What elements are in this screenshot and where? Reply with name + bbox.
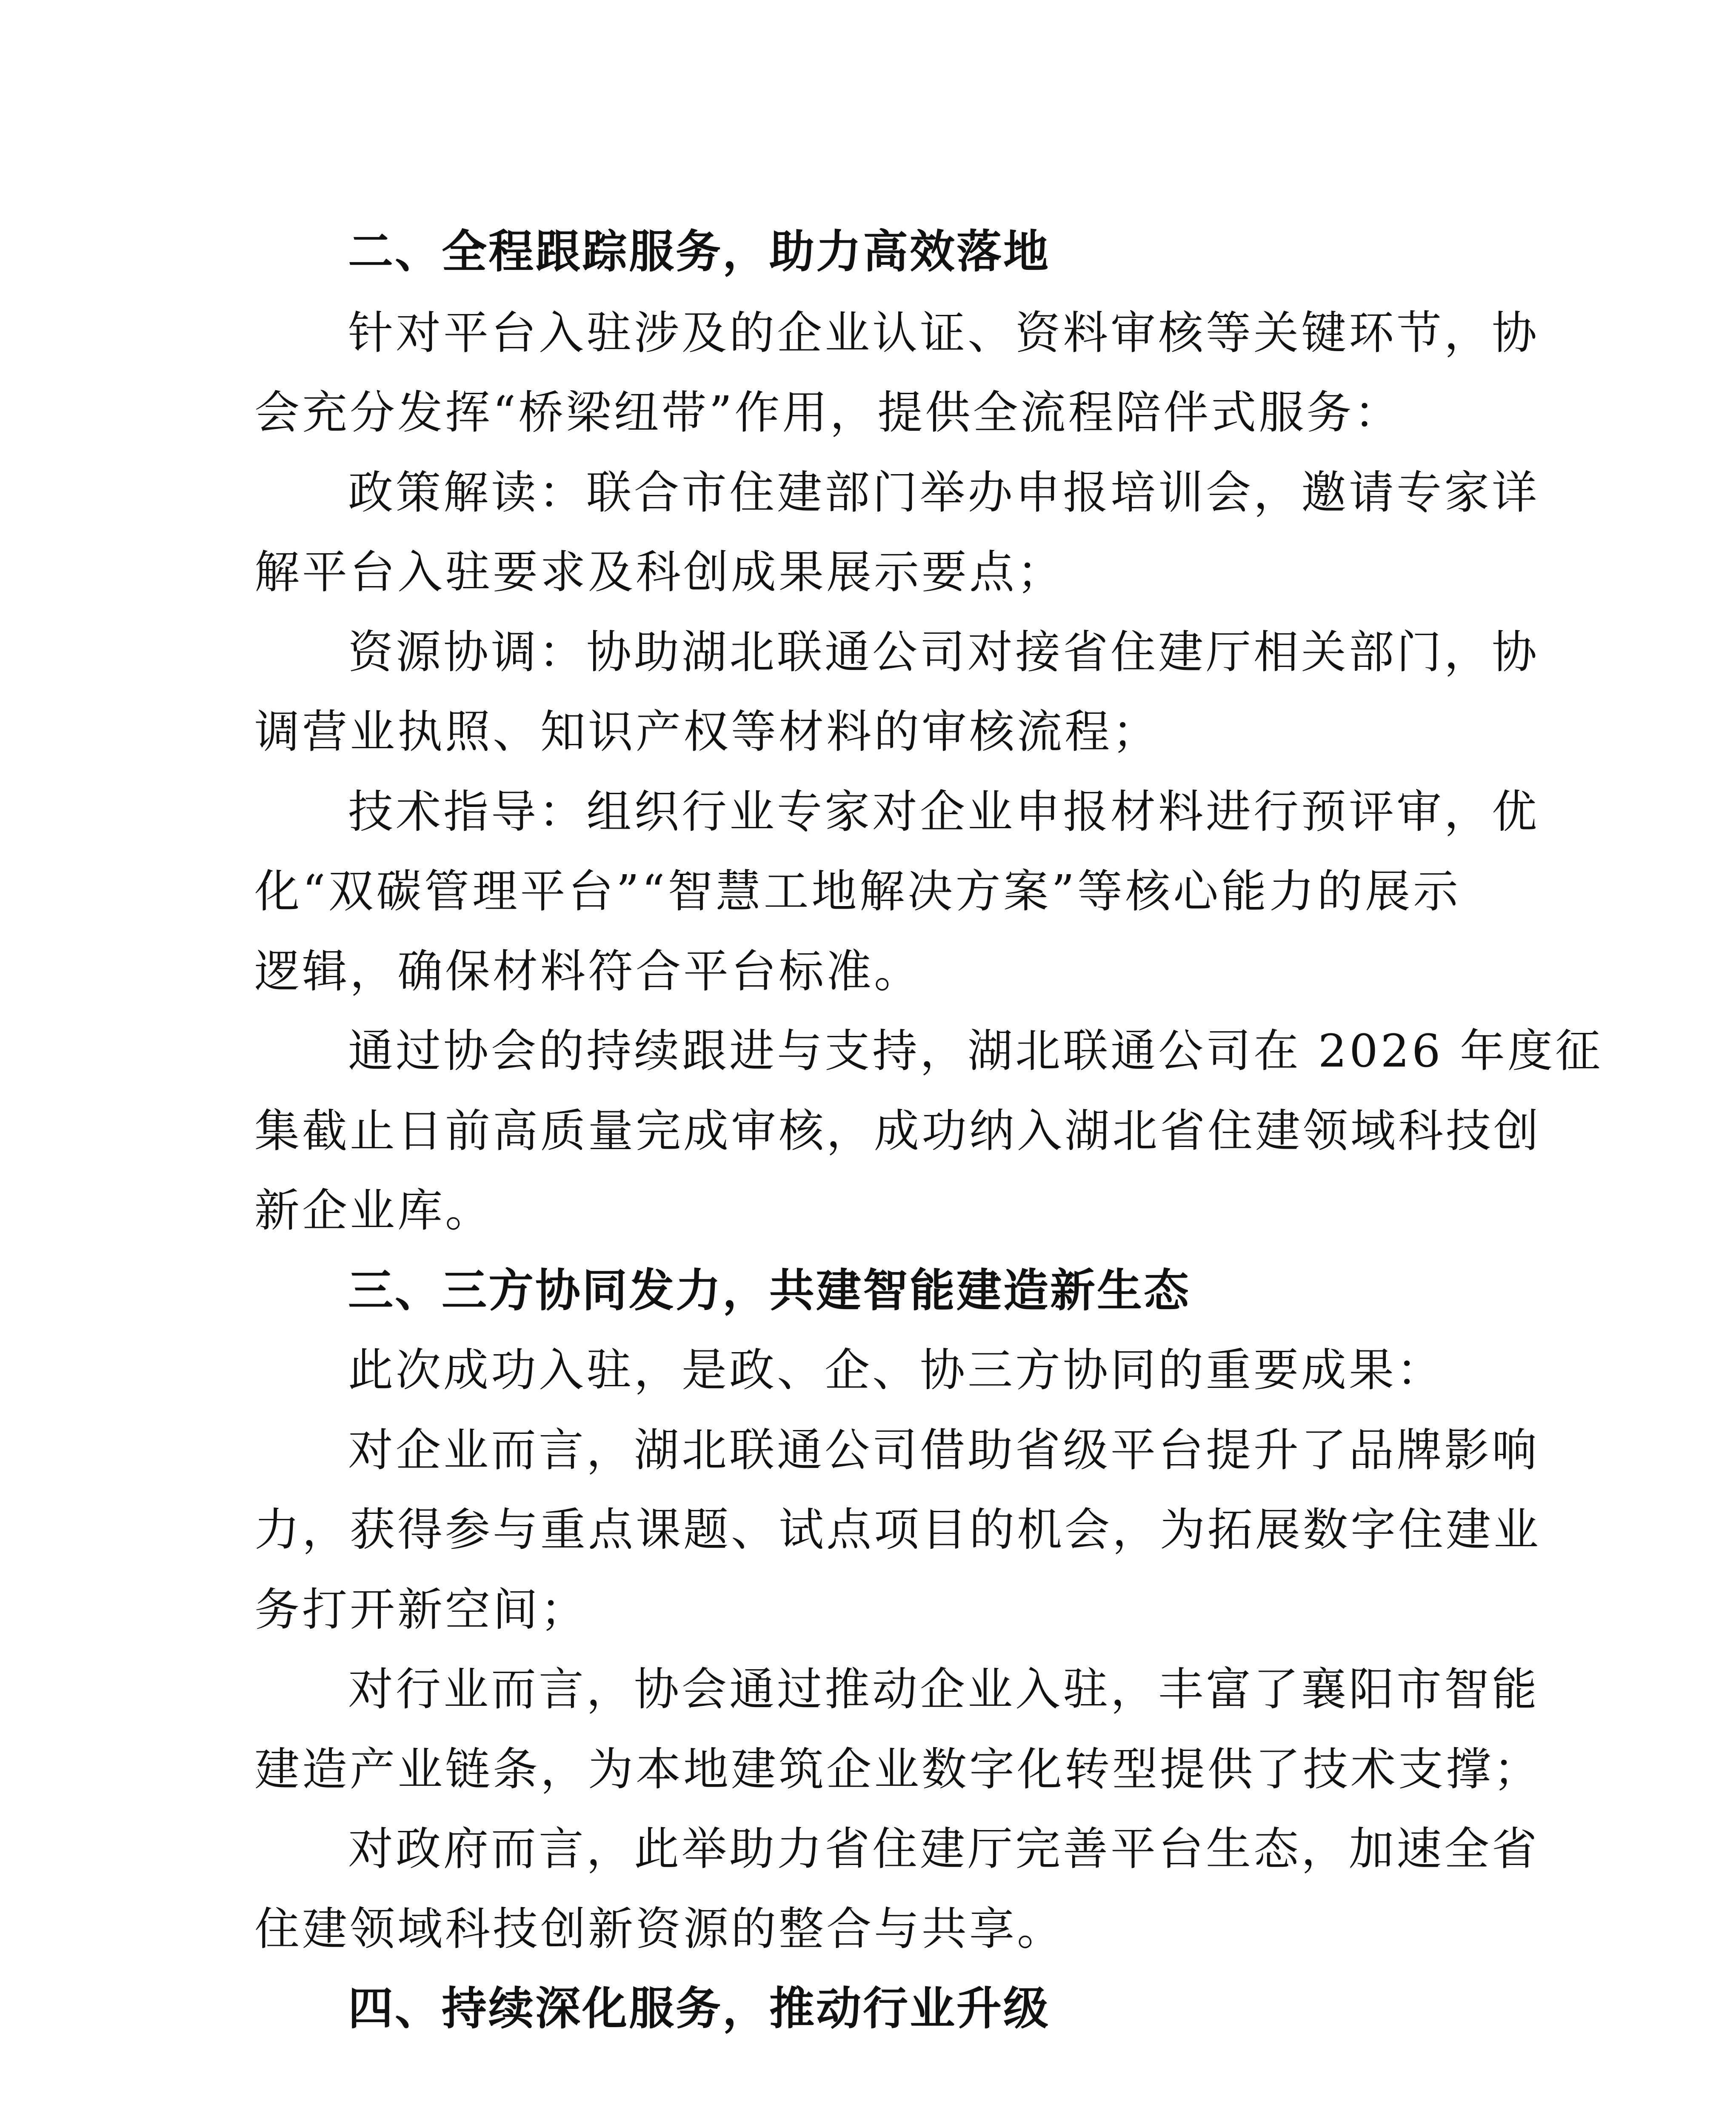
paragraph-line: 对行业而言，协会通过推动企业入驻，丰富了襄阳市智能 — [348, 1663, 1539, 1716]
paragraph-line: 新企业库。 — [254, 1184, 493, 1237]
section-heading: 二、全程跟踪服务，助力高效落地 — [348, 226, 1050, 278]
paragraph-line: 解平台入驻要求及科创成果展示要点； — [254, 546, 1065, 598]
paragraph-line: 此次成功入驻，是政、企、协三方协同的重要成果： — [348, 1344, 1444, 1396]
paragraph-line: 技术指导：组织行业专家对企业申报材料进行预评审，优 — [348, 786, 1539, 838]
paragraph-line: 住建领域科技创新资源的整合与共享。 — [254, 1903, 1065, 1955]
paragraph-line: 资源协调：协助湖北联通公司对接省住建厅相关部门，协 — [348, 626, 1539, 678]
paragraph-line: 建造产业链条，为本地建筑企业数字化转型提供了技术支撑； — [254, 1743, 1541, 1796]
paragraph-line: 务打开新空间； — [254, 1584, 588, 1636]
paragraph-line: 对政府而言，此举助力省住建厅完善平台生态，加速全省 — [348, 1823, 1539, 1875]
paragraph-line: 针对平台入驻涉及的企业认证、资料审核等关键环节，协 — [348, 307, 1539, 359]
paragraph-line: 集截止日前高质量完成审核，成功纳入湖北省住建领域科技创 — [254, 1105, 1541, 1157]
section-heading: 四、持续深化服务，推动行业升级 — [348, 1982, 1050, 2035]
paragraph-line: 政策解读：联合市住建部门举办申报培训会，邀请专家详 — [348, 466, 1539, 519]
paragraph-line: 逻辑，确保材料符合平台标准。 — [254, 945, 922, 998]
paragraph-line: 化“双碳管理平台”“智慧工地解决方案”等核心能力的展示 — [254, 865, 1461, 918]
paragraph-line: 通过协会的持续跟进与支持，湖北联通公司在 2026 年度征 — [348, 1025, 1603, 1077]
paragraph-line: 力，获得参与重点课题、试点项目的机会，为拓展数字住建业 — [254, 1504, 1541, 1556]
paragraph-line: 对企业而言，湖北联通公司借助省级平台提升了品牌影响 — [348, 1424, 1539, 1476]
paragraph-line: 调营业执照、知识产权等材料的审核流程； — [254, 706, 1160, 758]
section-heading: 三、三方协同发力，共建智能建造新生态 — [348, 1264, 1191, 1317]
paragraph-line: 会充分发挥“桥梁纽带”作用，提供全流程陪伴式服务： — [254, 386, 1402, 439]
